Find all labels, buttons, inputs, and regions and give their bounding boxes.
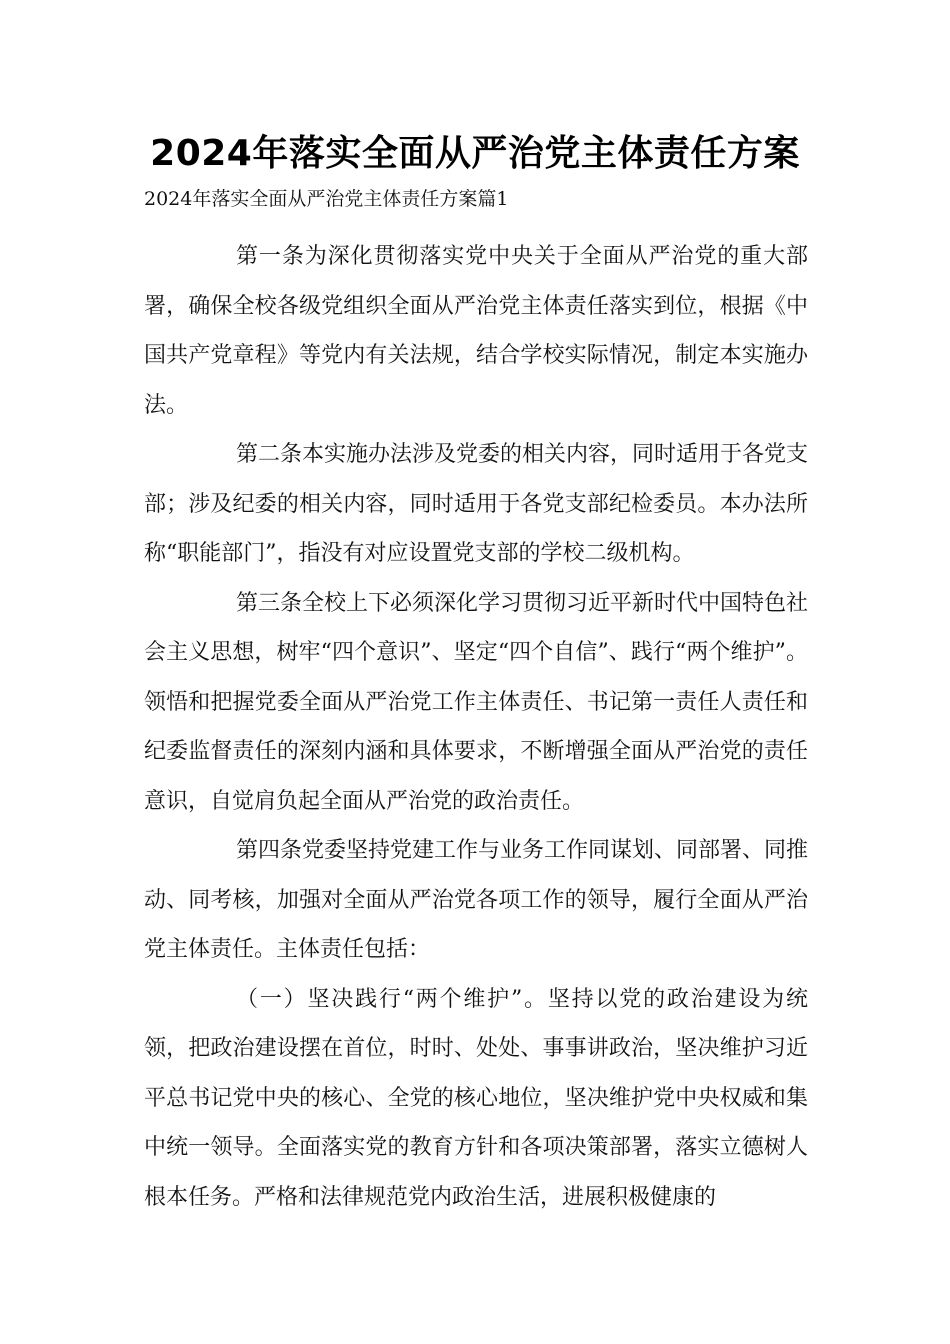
paragraph-article-3: 第三条全校上下必须深化学习贯彻习近平新时代中国特色社会主义思想，树牢“四个意识”、坚定“四个自信”、践行“两个维护”。领悟和把握党委全面从严治党工作主体责任、书记第一责任人责任和纪委监督责任的深刻内涵和具体要求，不断增强全面从严治党的责任意识，自觉肩负起全面从严治党的政治责任。: [144, 590, 809, 814]
paragraph-article-2: 第二条本实施办法涉及党委的相关内容，同时适用于各党支部；涉及纪委的相关内容，同时适用于各党支部纪检委员。本办法所称“职能部门”，指没有对应设置党支部的学校二级机构。: [144, 442, 809, 566]
paragraph-article-4: 第四条党委坚持党建工作与业务工作同谋划、同部署、同推动、同考核，加强对全面从严治党各项工作的领导，履行全面从严治党主体责任。主体责任包括：: [144, 838, 809, 962]
document-title: 2024年落实全面从严治党主体责任方案: [150, 133, 800, 174]
paragraph-item-1: （一）坚决践行“两个维护”。坚持以党的政治建设为统领，把政治建设摆在首位，时时、处处、事事讲政治，坚决维护习近平总书记党中央的核心、全党的核心地位，坚决维护党中央权威和集中统一领导。全面落实党的教育方针和各项决策部署，落实立德树人根本任务。严格和法律规范党内政治生活，进展积极健康的: [144, 986, 808, 1210]
document-subtitle: 2024年落实全面从严治党主体责任方案篇1: [144, 188, 509, 210]
document-body: [144, 232, 808, 1222]
paragraph-article-1: 第一条为深化贯彻落实党中央关于全面从严治党的重大部署，确保全校各级党组织全面从严治党主体责任落实到位，根据《中国共产党章程》等党内有关法规，结合学校实际情况，制定本实施办法。: [144, 244, 808, 418]
